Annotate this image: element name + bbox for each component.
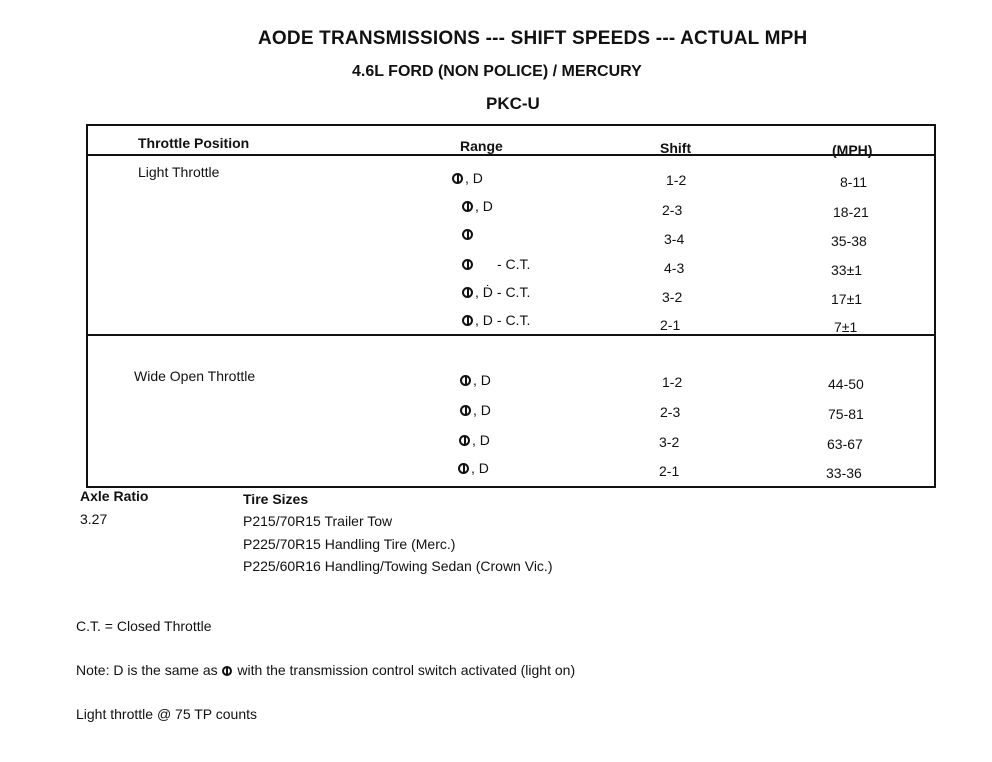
range-cell: , D — [452, 170, 483, 186]
shift-cell: 2-3 — [660, 404, 681, 420]
shift-cell: 2-1 — [660, 317, 681, 333]
tire-sizes-label: Tire Sizes — [243, 491, 309, 507]
shift-cell: 4-3 — [664, 260, 685, 276]
calibration-code: PKC-U — [486, 94, 540, 113]
range-cell: , D — [460, 372, 491, 388]
shift-cell: 2-1 — [659, 463, 680, 479]
shift-cell: 3-2 — [662, 289, 683, 305]
mph-cell: 7±1 — [834, 319, 858, 335]
mph-cell: 35-38 — [831, 233, 867, 249]
axle-ratio-label: Axle Ratio — [80, 488, 149, 504]
group-divider — [88, 334, 934, 336]
overdrive-symbol-icon — [452, 173, 463, 184]
overdrive-symbol-icon — [462, 315, 473, 326]
range-cell: , D — [462, 198, 493, 214]
closed-throttle-note: C.T. = Closed Throttle — [76, 618, 212, 634]
page-subtitle: 4.6L FORD (NON POLICE) / MERCURY — [352, 63, 642, 80]
group-label-light-throttle: Light Throttle — [138, 164, 220, 180]
header-divider — [88, 154, 934, 156]
overdrive-symbol-icon — [460, 375, 471, 386]
page-title: AODE TRANSMISSIONS --- SHIFT SPEEDS --- ACTUAL MPH — [258, 28, 808, 49]
range-cell: , D — [459, 432, 490, 448]
tire-size-item: P225/60R16 Handling/Towing Sedan (Crown Vic.) — [243, 558, 553, 574]
overdrive-symbol-icon — [459, 435, 470, 446]
light-throttle-note: Light throttle @ 75 TP counts — [76, 706, 258, 722]
header-mph: (MPH) — [832, 142, 873, 158]
shift-cell: 3-4 — [664, 231, 685, 247]
overdrive-symbol-icon — [460, 405, 471, 416]
mph-cell: 8-11 — [840, 174, 867, 190]
range-cell: , D — [458, 460, 489, 476]
range-cell: , Ḋ - C.T. — [462, 284, 530, 300]
overdrive-symbol-icon — [222, 666, 232, 676]
header-shift: Shift — [660, 140, 692, 156]
range-cell: , D — [460, 402, 491, 418]
shift-cell: 3-2 — [659, 434, 680, 450]
range-cell — [462, 226, 475, 242]
shift-cell: 1-2 — [666, 172, 687, 188]
tire-size-item: P215/70R15 Trailer Tow — [243, 513, 393, 529]
header-range: Range — [460, 138, 503, 154]
mph-cell: 33-36 — [826, 465, 862, 481]
overdrive-symbol-icon — [462, 287, 473, 298]
overdrive-symbol-icon — [462, 229, 473, 240]
mph-cell: 18-21 — [833, 204, 869, 220]
shift-speed-table — [86, 124, 936, 488]
mph-cell: 17±1 — [831, 291, 863, 307]
overdrive-symbol-icon — [458, 463, 469, 474]
range-cell: , D - C.T. — [462, 312, 530, 328]
mph-cell: 63-67 — [827, 436, 863, 452]
overdrive-note: Note: D is the same as with the transmission control switch activated (light on) — [76, 662, 576, 678]
mph-cell: 75-81 — [828, 406, 864, 422]
overdrive-symbol-icon — [462, 201, 473, 212]
shift-cell: 1-2 — [662, 374, 683, 390]
group-label-wide-open-throttle: Wide Open Throttle — [134, 368, 256, 384]
header-throttle-position: Throttle Position — [138, 135, 250, 151]
axle-ratio-value: 3.27 — [80, 511, 108, 527]
mph-cell: 33±1 — [831, 262, 863, 278]
shift-cell: 2-3 — [662, 202, 683, 218]
range-cell: - C.T. — [462, 256, 530, 272]
tire-size-item: P225/70R15 Handling Tire (Merc.) — [243, 536, 456, 552]
mph-cell: 44-50 — [828, 376, 864, 392]
overdrive-symbol-icon — [462, 259, 473, 270]
